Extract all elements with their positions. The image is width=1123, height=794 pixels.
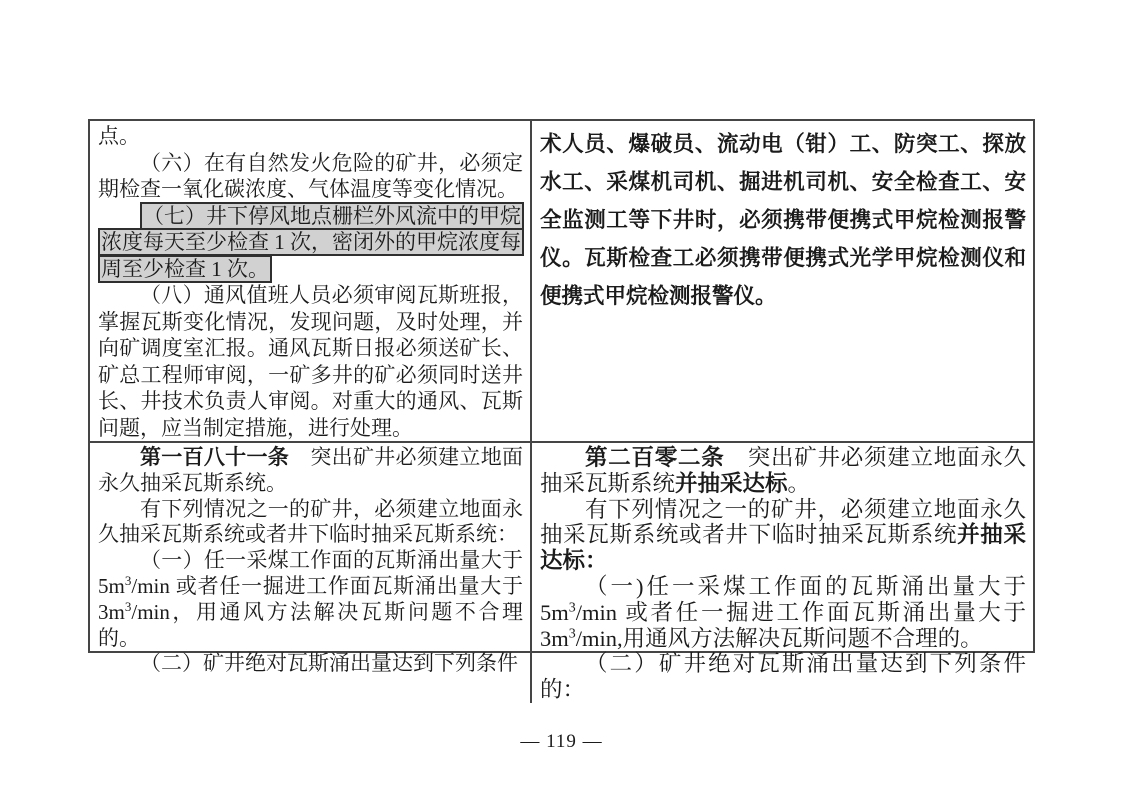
text-run: （六）在有自然发火危险的矿井，必须定期检查一氧化碳浓度、气体温度等变化情况。 <box>98 150 523 201</box>
table-cell-new-regulation-top <box>532 121 1033 443</box>
text-run: 3 <box>124 572 132 588</box>
text-run: /min 或者任一掘进工作面瓦斯涌出量大于 3m <box>540 599 1026 651</box>
text-run: /min,用通风方法解决瓦斯问题不合理的。 <box>575 625 983 651</box>
text-run: （二）矿井绝对瓦斯涌出量达到下列条件 <box>140 651 518 676</box>
text-run: （八）通风值班人员必须审阅瓦斯班报，掌握瓦斯变化情况，发现问题，及时处理，并向矿调度室汇报。通风瓦斯日报必须送矿长、矿总工程师审阅，一矿多井的矿必须同时送井长、井技术负责人审阅。对重大的通风、瓦斯问题，应当制定措施，进行处理。 <box>98 283 523 440</box>
text-run: /min 或者任一掘进工作面瓦斯涌出量大于 3m <box>98 573 523 624</box>
text-run: 3 <box>568 626 576 642</box>
paragraph <box>540 125 1026 315</box>
text-run: 点。 <box>98 124 140 148</box>
text-run: 3 <box>568 600 576 616</box>
text-run: 突出矿井必须建立地面永久抽采瓦斯系统。 <box>98 445 524 495</box>
text-run: 术人员、爆破员、流动电（钳）工、防突工、探放水工、采煤机司机、掘进机司机、安全检查工、安全监测工等下井时，必须携带便携式甲烷检测报警仪。瓦斯检查工必须携带便携式光学甲烷检测仪和便携式甲烷检测报警仪。 <box>540 132 1026 308</box>
text-run: （一)任一采煤工作面的瓦斯涌出量大于 5m <box>540 573 1026 625</box>
highlighted-text: （七）井下停风地点栅栏外风流中的甲烷浓度每天至少检查 1 次，密闭外的甲烷浓度每周至少检查 1 次。 <box>98 202 524 283</box>
text-run: 并抽采达标： <box>540 522 1026 574</box>
paragraph <box>98 497 523 549</box>
paragraph <box>540 574 1026 651</box>
paragraph <box>540 497 1026 574</box>
text-run: 第二百零二条 <box>585 445 725 470</box>
paragraph <box>540 651 1026 703</box>
table-cell-article-181 <box>90 443 532 703</box>
paragraph <box>98 282 523 441</box>
text-run: /min，用通风方法解决瓦斯问题不合理的。 <box>98 599 523 650</box>
paragraph <box>98 651 523 677</box>
table-cell-article-202 <box>532 443 1033 703</box>
text-run: 第一百八十一条 <box>140 446 290 469</box>
paragraph <box>98 203 523 283</box>
paragraph <box>98 548 523 651</box>
text-run: （二）矿井绝对瓦斯涌出量达到下列条件的： <box>540 651 1026 703</box>
paragraph <box>98 150 523 203</box>
text-run: 突出矿井必须建立地面永久抽采瓦斯系统 <box>540 445 1026 496</box>
regulation-comparison-table <box>88 119 1035 703</box>
text-run: 有下列情况之一的矿井，必须建立地面永久抽采瓦斯系统或者井下临时抽采瓦斯系统： <box>98 496 523 547</box>
text-run: 并抽采达标 <box>675 470 788 496</box>
text-run: 有下列情况之一的矿井，必须建立地面永久抽采瓦斯系统或者井下临时抽采瓦斯系统 <box>540 496 1026 548</box>
paragraph <box>540 445 1026 497</box>
paragraph <box>98 445 523 497</box>
paragraph <box>98 123 523 150</box>
text-run: （一）任一采煤工作面的瓦斯涌出量大于 5m <box>98 548 523 598</box>
text-run: 。 <box>787 470 811 496</box>
table-cell-old-regulation-top <box>90 121 532 443</box>
page-number: — 119 — <box>520 731 603 752</box>
text-run: 3 <box>124 598 132 614</box>
